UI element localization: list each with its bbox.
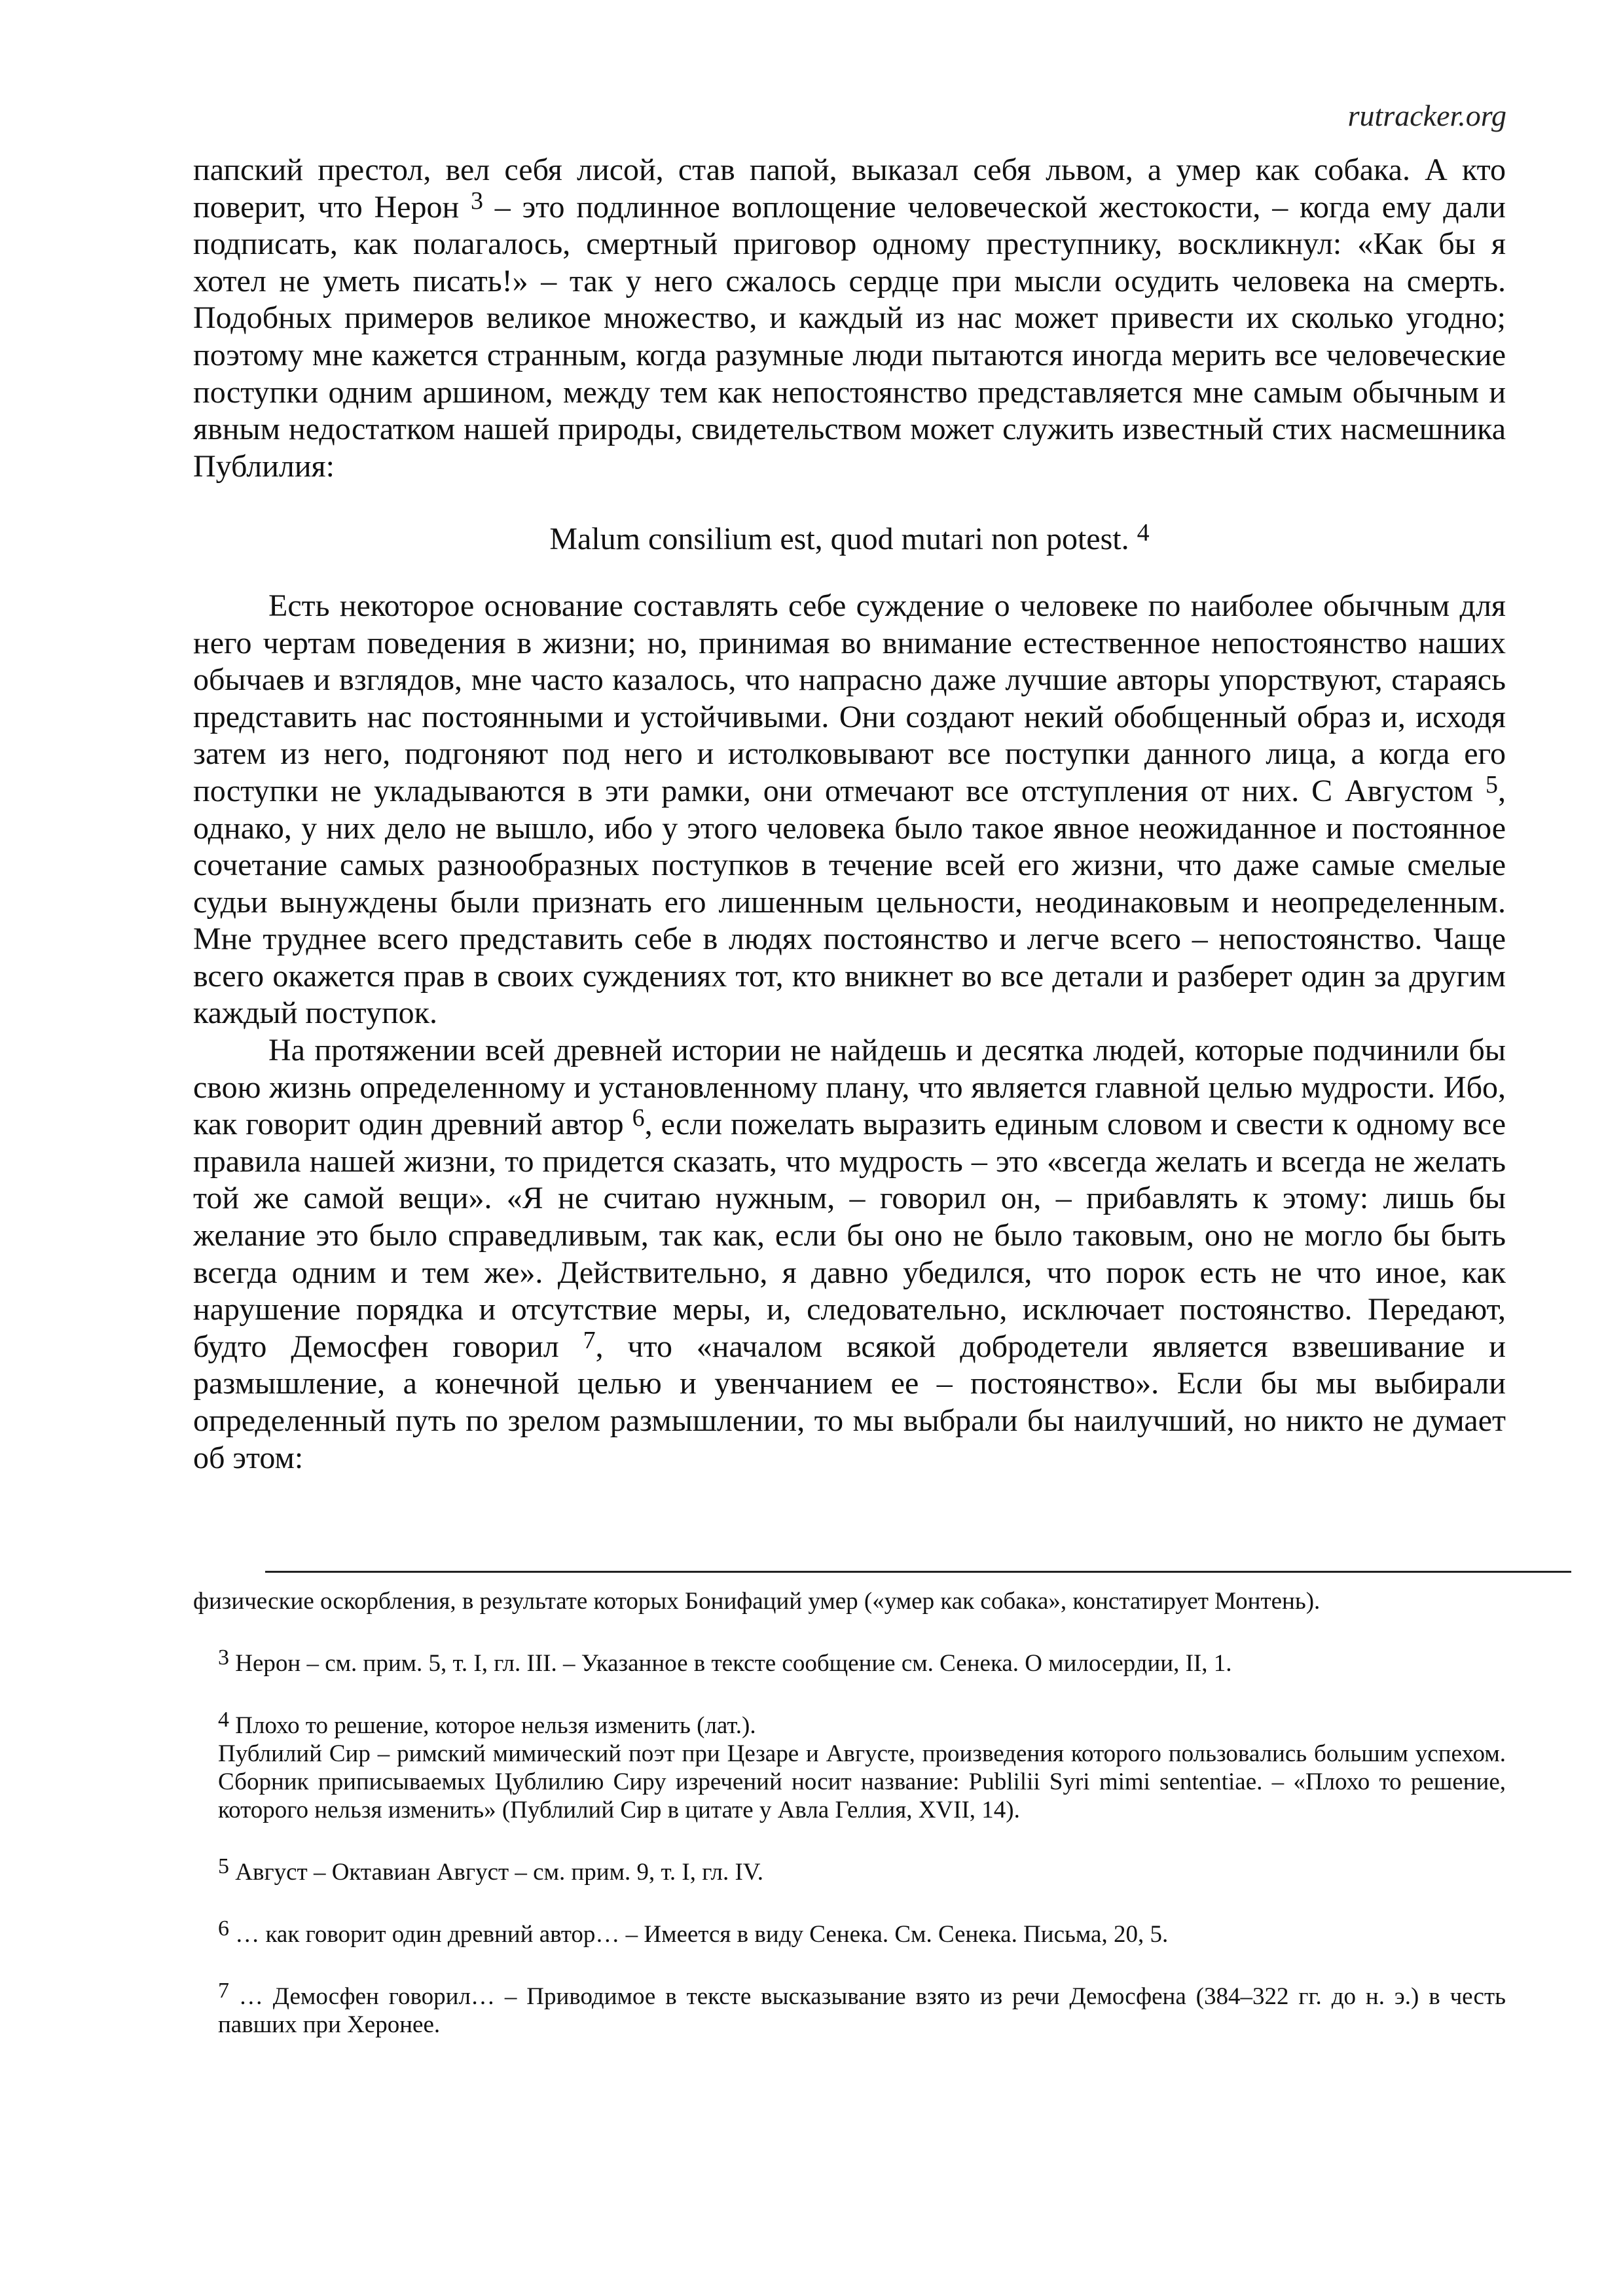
footnote-5-number: 5 bbox=[218, 1854, 229, 1878]
paragraph-3-text-a: На протяжении всей древней истории не найдешь и десятка людей, которые подчинили бы свою жизнь определенному и установленному плану, что является главной целью мудрости. Ибо, как говорит один древний автор bbox=[193, 1033, 1506, 1142]
footnote-ref-6[interactable]: 6 bbox=[632, 1104, 645, 1132]
paragraph-2-text-a: Есть некоторое основание составлять себе суждение о человеке по наиболее обычным для него чертам поведения в жизни; но, принимая во внимание естественное непостоянство наших обычаев и взглядов, мне часто казалось, что напрасно даже лучшие авторы упорствуют, стараясь представить нас постоянными и устойчивыми. Они создают некий обобщенный образ и, исходя затем из него, подгоняют под него и истолковывают все поступки данного лица, а когда его поступки не укладываются в эти рамки, они отмечают все отступления от них. С Августом bbox=[193, 588, 1506, 808]
paragraph-3-text-c: , что «началом всякой добродетели является взвешивание и размышление, а конечной целью и увенчанием ее – постоянство». Если бы мы выбирали определенный путь по зрелом размышлении, то мы выбрали бы наилучший, но никто не думает об этом: bbox=[193, 1329, 1506, 1475]
footnote-divider bbox=[265, 1571, 1571, 1573]
footnote-4-number: 4 bbox=[218, 1708, 229, 1732]
footnote-ref-7[interactable]: 7 bbox=[583, 1326, 596, 1354]
footnote-3 bbox=[193, 1645, 1506, 1677]
main-text bbox=[193, 152, 1506, 1477]
epigraph-text: Malum consilium est, quod mutari non potest. bbox=[549, 522, 1129, 557]
footnote-4 bbox=[193, 1708, 1506, 1740]
paragraph-3-text-b: , если пожелать выразить единым словом и свести к одному все правила нашей жизни, то придется сказать, что мудрость – это «всегда желать и всегда не желать той же самой вещи». «Я не считаю нужным, – говорил он, – прибавлять к этому: лишь бы желание это было справедливым, так как, если бы оно не было таковым, оно не могло бы быть всегда одним и тем же». Действительно, я давно убедился, что порок есть не что иное, как нарушение порядка и отсутствие меры, и, следовательно, исключает постоянство. Передают, будто Демосфен говорил bbox=[193, 1107, 1506, 1364]
footnote-4-text: Плохо то решение, которое нельзя изменить (лат.). bbox=[229, 1712, 756, 1739]
paragraph-1-text-a: папский престол, вел себя лисой, став папой, выказал себя львом, а умер как собака. А кто поверит, что Нерон bbox=[193, 152, 1506, 224]
paragraph-1-text-b: – это подлинное воплощение человеческой жестокости, – когда ему дали подписать, как полагалось, смертный приговор одному преступнику, воскликнул: «Как бы я хотел не уметь писать!» – так у него сжалось сердце при мысли осудить человека на смерть. Подобных примеров великое множество, и каждый из нас может привести их сколько угодно; поэтому мне кажется странным, когда разумные люди пытаются иногда мерить все человеческие поступки одним аршином, между тем как непостоянство представляется мне самым обычным и явным недостатком нашей природы, свидетельством может служить известный стих насмешника Публилия: bbox=[193, 189, 1506, 484]
footnote-ref-4[interactable]: 4 bbox=[1137, 519, 1150, 547]
footnote-5 bbox=[193, 1854, 1506, 1886]
footnote-continuation: физические оскорбления, в результате которых Бонифаций умер («умер как собака», констатирует Монтень). bbox=[193, 1588, 1321, 1615]
footnote-7-text: … Демосфен говорил… – Приводимое в тексте высказывание взято из речи Демосфена (384–322 гг. до н. э.) в честь павших при Херонее. bbox=[218, 1983, 1506, 2038]
footnote-4-more: Публилий Сир – римский мимический поэт при Цезаре и Августе, произведения которого пользовались большим успехом. Сборник приписываемых Цублилию Сиру изречений носит название: Publilii Syri mimi sententiae. – «Плохо то решение, которого нельзя изменить» (Публилий Сир в цитате у Авла Геллия, XVII, 14). bbox=[218, 1740, 1506, 1823]
footnote-3-text: Нерон – см. прим. 5, т. I, гл. III. – Указанное в тексте сообщение см. Сенека. О милосердии, II, 1. bbox=[229, 1650, 1232, 1677]
footnote-ref-5[interactable]: 5 bbox=[1486, 770, 1498, 798]
paragraph-2-text-b: , однако, у них дело не вышло, ибо у этого человека было такое явное неожиданное и постоянное сочетание самых разнообразных поступков в течение всей его жизни, что даже самые смелые судьи вынуждены были признать его лишенным цельности, неодинаковым и неопределенным. Мне труднее всего представить себе в людях постоянство и легче всего – непостоянство. Чаще всего окажется прав в своих суждениях тот, кто вникнет во все детали и разберет один за другим каждый поступок. bbox=[193, 773, 1506, 1031]
epigraph bbox=[193, 521, 1506, 558]
paragraph-2 bbox=[193, 588, 1506, 1032]
footnote-7-number: 7 bbox=[218, 1979, 229, 2003]
paragraph-3 bbox=[193, 1032, 1506, 1477]
footnote-3-number: 3 bbox=[218, 1645, 229, 1670]
footnote-6-number: 6 bbox=[218, 1916, 229, 1941]
footnote-5-text: Август – Октавиан Август – см. прим. 9, т. I, гл. IV. bbox=[229, 1859, 764, 1886]
footnote-6-text: … как говорит один древний автор… – Имеется в виду Сенека. См. Сенека. Письма, 20, 5. bbox=[229, 1921, 1169, 1948]
footnote-ref-3[interactable]: 3 bbox=[470, 187, 483, 215]
footnotes bbox=[193, 1587, 1506, 2039]
site-header: rutracker.org bbox=[1347, 99, 1506, 132]
footnote-6 bbox=[193, 1916, 1506, 1948]
paragraph-1 bbox=[193, 152, 1506, 485]
footnote-7 bbox=[193, 1979, 1506, 2039]
